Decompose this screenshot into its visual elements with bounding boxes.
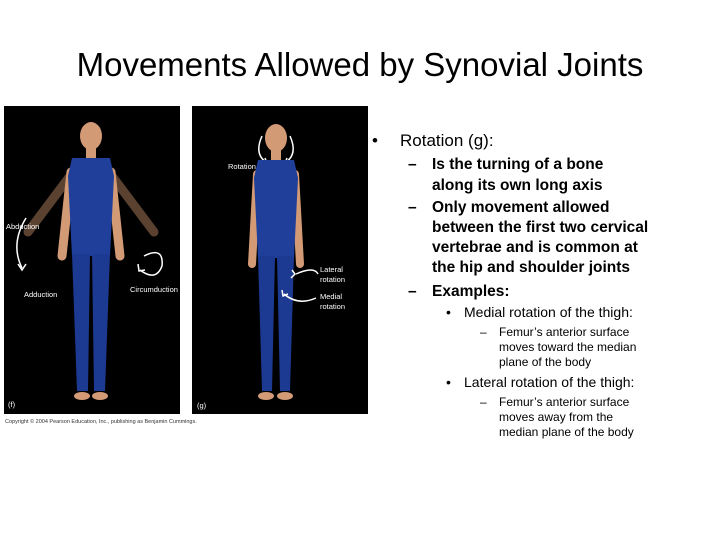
label-circumduction: Circumduction [130, 285, 178, 294]
dash-marker: – [408, 156, 417, 173]
sub2-line-3: vertebrae and is common at [432, 239, 638, 256]
label-lateral-rotation-2: rotation [320, 275, 346, 284]
label-adduction: Adduction [24, 290, 58, 299]
label-medial-rotation-1: Medial [320, 292, 343, 301]
sub1-line-1: Is the turning of a bone [432, 156, 604, 173]
example-lateral-rotation: Lateral rotation of the thigh: [464, 374, 635, 390]
bullet-rotation: Rotation (g): [400, 131, 494, 150]
label-rotation: Rotation [228, 162, 256, 171]
example-medial-rotation: Medial rotation of the thigh: [464, 304, 633, 320]
ex1-detail-line-1: Femur’s anterior surface [499, 325, 630, 339]
dash-marker: – [480, 325, 487, 339]
sub1-line-2: along its own long axis [432, 176, 603, 194]
bullet-marker: • [446, 374, 451, 390]
dash-marker: – [408, 199, 417, 216]
sub2-line-1: Only movement allowed [432, 199, 610, 216]
ex2-detail-line-1: Femur’s anterior surface [499, 395, 630, 409]
sub3-examples: Examples: [432, 283, 510, 300]
label-medial-rotation-2: rotation [320, 302, 346, 311]
figure-rotation [192, 106, 368, 414]
ex2-detail-line-2: moves away from the [499, 410, 614, 424]
bullet-marker: • [372, 131, 378, 150]
sub2-line-4: the hip and shoulder joints [432, 259, 631, 276]
sub2-line-2: between the first two cervical [432, 219, 649, 236]
panel-letter-g: (g) [197, 401, 207, 410]
ex1-detail-line-2: moves toward the median [499, 340, 637, 354]
figure-g-illustration [192, 106, 368, 414]
figure-f-illustration [4, 106, 180, 414]
figure-caption: Copyright © 2004 Pearson Education, Inc., publishing as Benjamin Cummings. [5, 419, 197, 425]
label-lateral-rotation-1: Lateral [320, 265, 343, 274]
dash-marker: – [480, 395, 487, 409]
slide-title: Movements Allowed by Synovial Joints [76, 46, 644, 83]
figure-circumduction [4, 106, 180, 414]
panel-letter-f: (f) [8, 400, 16, 409]
ex1-detail-line-3: plane of the body [499, 355, 592, 369]
label-abduction: Abduction [6, 222, 40, 231]
dash-marker: – [408, 283, 417, 300]
ex2-detail-line-3: median plane of the body [499, 425, 634, 439]
bullet-marker: • [446, 304, 451, 320]
